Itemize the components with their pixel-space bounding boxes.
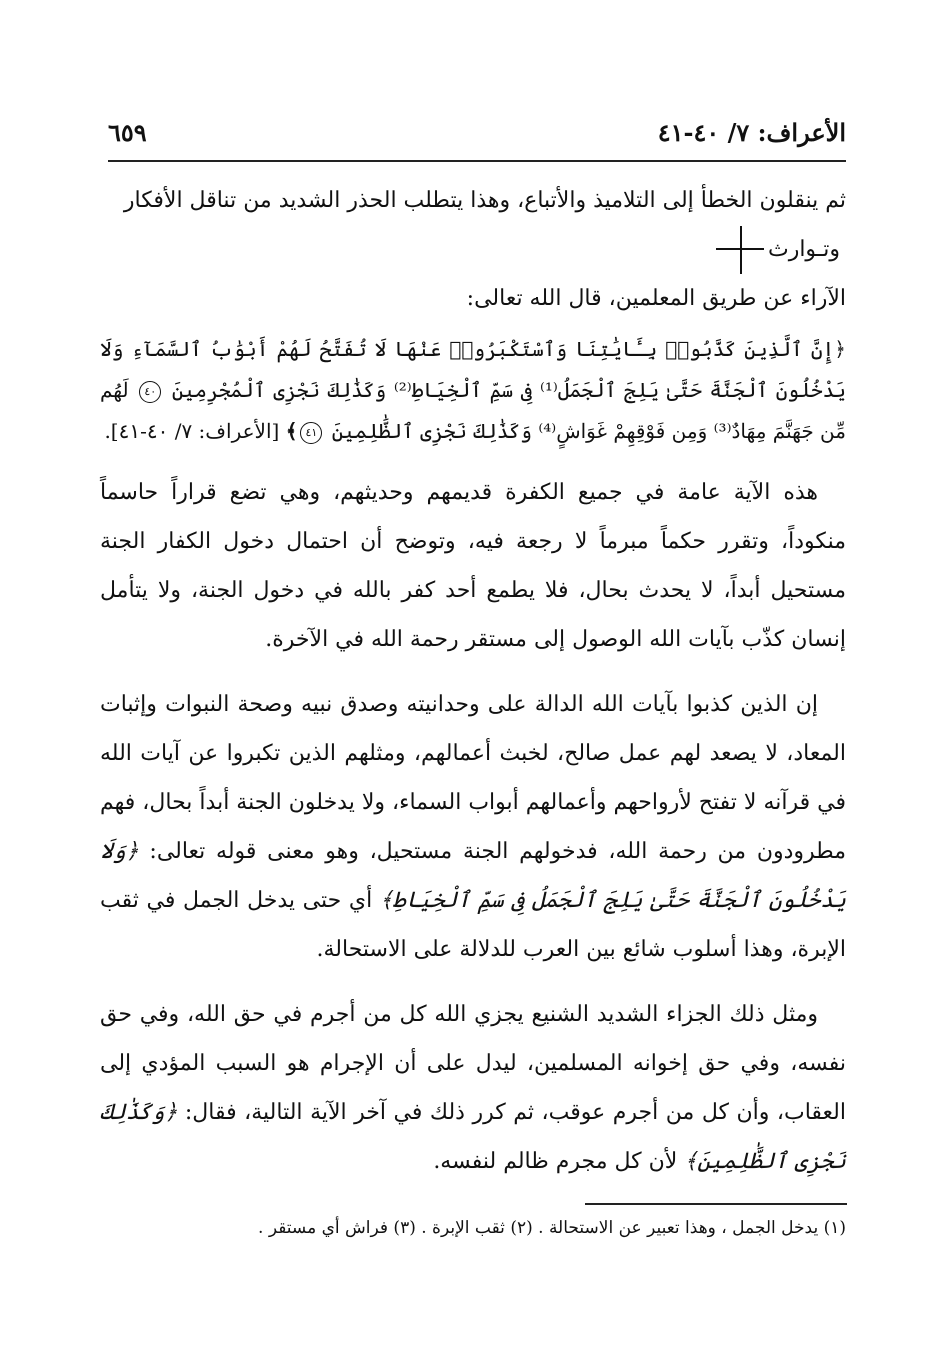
paragraph-1 (100, 176, 846, 225)
paragraph-4-text-after: لأن كل مجرم ظالم لنفسه. (433, 1149, 678, 1174)
paragraph-1-tail-line (100, 225, 846, 274)
surah-reference-title: الأعراف: ٧/ ٤٠-٤١ (657, 118, 846, 147)
paragraph-3-text-after: أي حتى يدخل الجمل في ثقب الإبرة، وهذا أسلوب شائع بين العرب للدلالة على الاستحالة. (100, 888, 846, 962)
paragraph-3-quran-quote: ﴿وَلَا يَدْخُلُونَ ٱلْجَنَّةَ حَتَّىٰ يَلِجَ ٱلْجَمَلُ فِى سَمِّ ٱلْخِيَاطِ﴾ (100, 839, 847, 913)
ayah-number-41-icon: ٤١ (300, 422, 322, 444)
paragraph-1-line-1: ثم ينقلون الخطأ إلى التلاميذ والأتباع، وهذا يتطلب الحذر الشديد من تناقل الأفكار (123, 188, 846, 213)
ayah-number-40-icon: ٤٠ (139, 381, 161, 403)
paragraph-3 (100, 680, 846, 974)
paragraph-1-line-3 (100, 274, 846, 323)
quran-closing-bracket: ﴾ (285, 419, 298, 443)
header-divider (108, 160, 846, 162)
paragraph-4-text-before: ومثل ذلك الجزاء الشديد الشنيع يجزي الله كل من أجرم في حق الله، وفي حق نفسه، وفي حق إخوانه المسلمين، ليدل على أن الإجرام هو السبب المؤدي إلى العقاب، وأن كل من أجرم عوقب، ثم كرر ذلك في آخر الآية التالية، فقال: (100, 1002, 846, 1125)
page-header (108, 118, 846, 158)
footnote-divider (585, 1203, 847, 1205)
quran-verse-block (100, 329, 846, 452)
paragraph-3-text-before: إن الذين كذبوا بآيات الله الدالة على وحدانيته وصدق نبيه وصحة النبوات وإثبات المعاد، لا يصعد لهم عمل صالح، لخبث أعمالهم، ومثلهم الذين تكبروا عن آيات الله في قرآنه لا تفتح لأرواحهم وأعمالهم أبواب السماء، ولا يدخلون الجنة أبداً بحال، فهم مطرودون من رحمة الله، فدخولهم الجنة مستحيل، وهو معنى قوله تعالى: (100, 692, 846, 864)
page-number: ٦٥٩ (108, 118, 147, 147)
footnote: (١) يدخل الجمل ، وهذا تعبير عن الاستحالة . (٢) ثقب الإبرة . (٣) فراش أي مستقر . (258, 1218, 846, 1238)
paragraph-2: هذه الآية عامة في جميع الكفرة قديمهم وحديثهم، وهي تضع قراراً حاسماً منكوداً، وتقرر حكماً مبرماً لا رجعة فيه، وتوضح أن احتمال دخول الكفار الجنة مستحيل أبداً، لا يحدث بحال، فلا يطمع أحد كفر بالله في دخول الجنة، ولا يتأمل إنسان كذّب بآيات الله الوصول إلى مستقر رحمة الله في الآخرة. (100, 480, 846, 652)
crosshair-mark-icon (716, 226, 764, 274)
quran-citation: [الأعراف: ٧/ ٤٠-٤١]. (104, 419, 280, 443)
paragraph-1-word-tail: وتـوارث (767, 237, 840, 262)
quran-verse-part-1: ﴿إِنَّ ٱلَّذِينَ كَذَّبُوا۟ بِـَٔايَٰتِنَا وَٱسْتَكْبَرُوا۟ عَنْهَا لَا تُفَتَّحُ لَهُمْ أَبْوَٰبُ ٱلسَّمَآءِ وَلَا يَدْخُلُونَ ٱلْجَنَّةَ حَتَّىٰ يَلِجَ ٱلْجَمَلُ⁽¹⁾ فِى سَمِّ ٱلْخِيَاطِ⁽²⁾ وَكَذَٰلِكَ نَجْزِى ٱلْمُجْرِمِينَ (100, 337, 847, 402)
paragraph-4 (100, 990, 846, 1186)
main-text (100, 176, 846, 1186)
paragraph-1-line-3-text: الآراء عن طريق المعلمين، قال الله تعالى: (466, 286, 846, 311)
paragraph-4-quran-quote: ﴿وَكَذَٰلِكَ نَجْزِى ٱلظَّٰلِمِينَ﴾ (100, 1100, 846, 1174)
quran-verse-part-2: لَهُم مِّن جَهَنَّمَ مِهَادٌ⁽³⁾ وَمِن فَوْقِهِمْ غَوَاشٍ⁽⁴⁾ وَكَذَٰلِكَ نَجْزِى ٱلظَّٰلِمِينَ (100, 378, 846, 443)
